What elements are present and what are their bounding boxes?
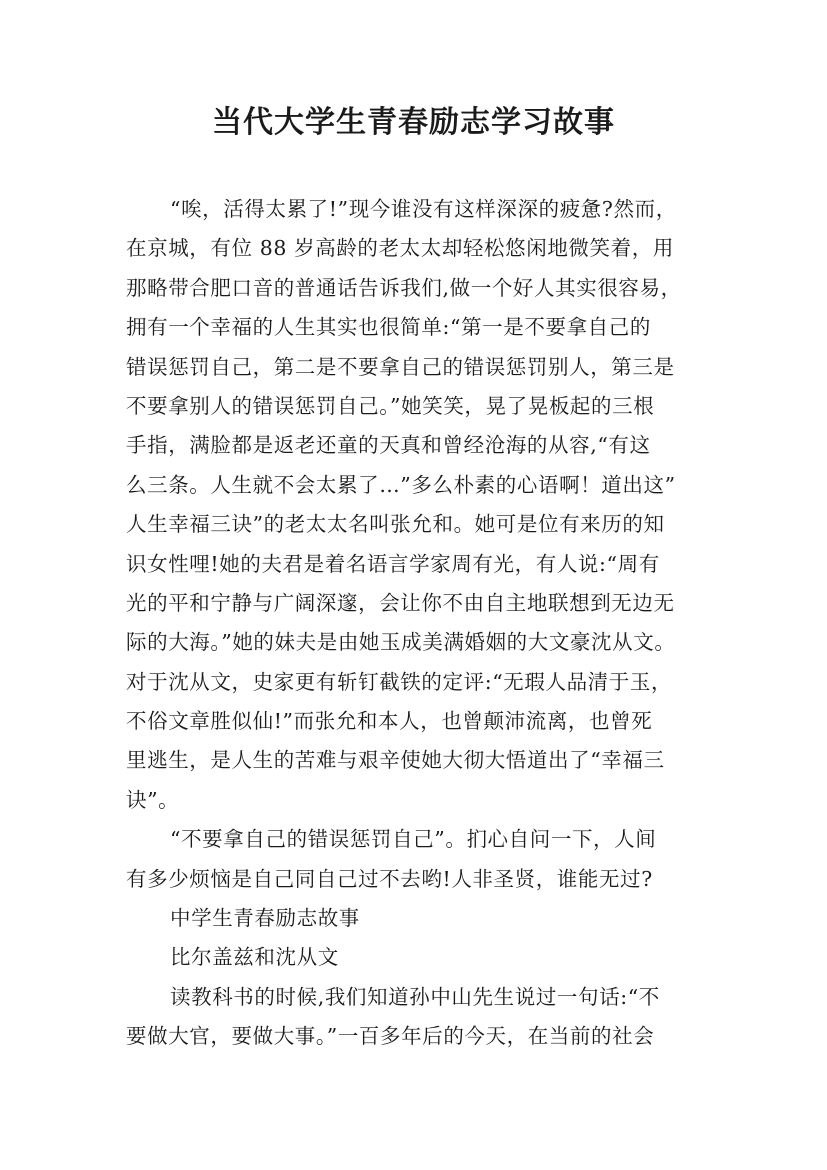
paragraph-line: 么三条。人生就不会太累了…”多么朴素的心语啊！道出这” — [126, 472, 676, 497]
section-subheading: 比尔盖兹和沈从文 — [170, 945, 339, 970]
document-title: 当代大学生青春励志学习故事 — [212, 105, 615, 140]
paragraph-line: 在京城，有位 88 岁高龄的老太太却轻松悠闲地微笑着，用 — [126, 236, 674, 261]
paragraph-line: 那略带合肥口音的普通话告诉我们,做一个好人其实很容易， — [126, 275, 682, 300]
paragraph-line: 要做大官，要做大事。”一百多年后的今天，在当前的社会 — [126, 1024, 655, 1049]
paragraph-line: 有多少烦恼是自己同自己过不去哟!人非圣贤，谁能无过? — [126, 866, 653, 891]
paragraph-line: 不俗文章胜似仙!”而张允和本人，也曾颠沛流离，也曾死 — [126, 709, 653, 734]
section-heading: 中学生青春励志故事 — [170, 906, 360, 931]
paragraph-line: 拥有一个幸福的人生其实也很简单:“第一是不要拿自己的 — [126, 315, 651, 340]
paragraph-line: 读教科书的时候,我们知道孙中山先生说过一句话:“不 — [170, 984, 660, 1009]
paragraph-line: “唉，活得太累了!”现今谁没有这样深深的疲惫?然而， — [170, 197, 677, 221]
paragraph-line: 识女性哩!她的夫君是着名语言学家周有光，有人说:“周有 — [126, 551, 660, 576]
paragraph-line: 对于沈从文，史家更有斩钉截铁的定评:“无瑕人品清于玉， — [126, 669, 673, 694]
paragraph-line: 际的大海。”她的妹夫是由她玉成美满婚姻的大文豪沈从文。 — [126, 630, 676, 655]
paragraph-line: 人生幸福三诀”的老太太名叫张允和。她可是位有来历的知 — [126, 512, 665, 537]
document-body — [126, 190, 716, 1057]
paragraph-line: “不要拿自己的错误惩罚自己”。扪心自问一下，人间 — [170, 827, 657, 852]
paragraph-line: 错误惩罚自己，第二是不要拿自己的错误惩罚别人，第三是 — [126, 354, 675, 379]
paragraph-line: 光的平和宁静与广阔深邃，会让你不由自主地联想到无边无 — [126, 590, 675, 615]
paragraph-line: 手指，满脸都是返老还童的天真和曾经沧海的从容,“有这 — [126, 433, 651, 458]
paragraph-line: 诀”。 — [126, 787, 180, 812]
paragraph-line: 里逃生，是人生的苦难与艰辛使她大彻大悟道出了“幸福三 — [126, 748, 665, 773]
paragraph-line: 不要拿别人的错误惩罚自己。”她笑笑，晃了晃板起的三根 — [126, 393, 655, 418]
